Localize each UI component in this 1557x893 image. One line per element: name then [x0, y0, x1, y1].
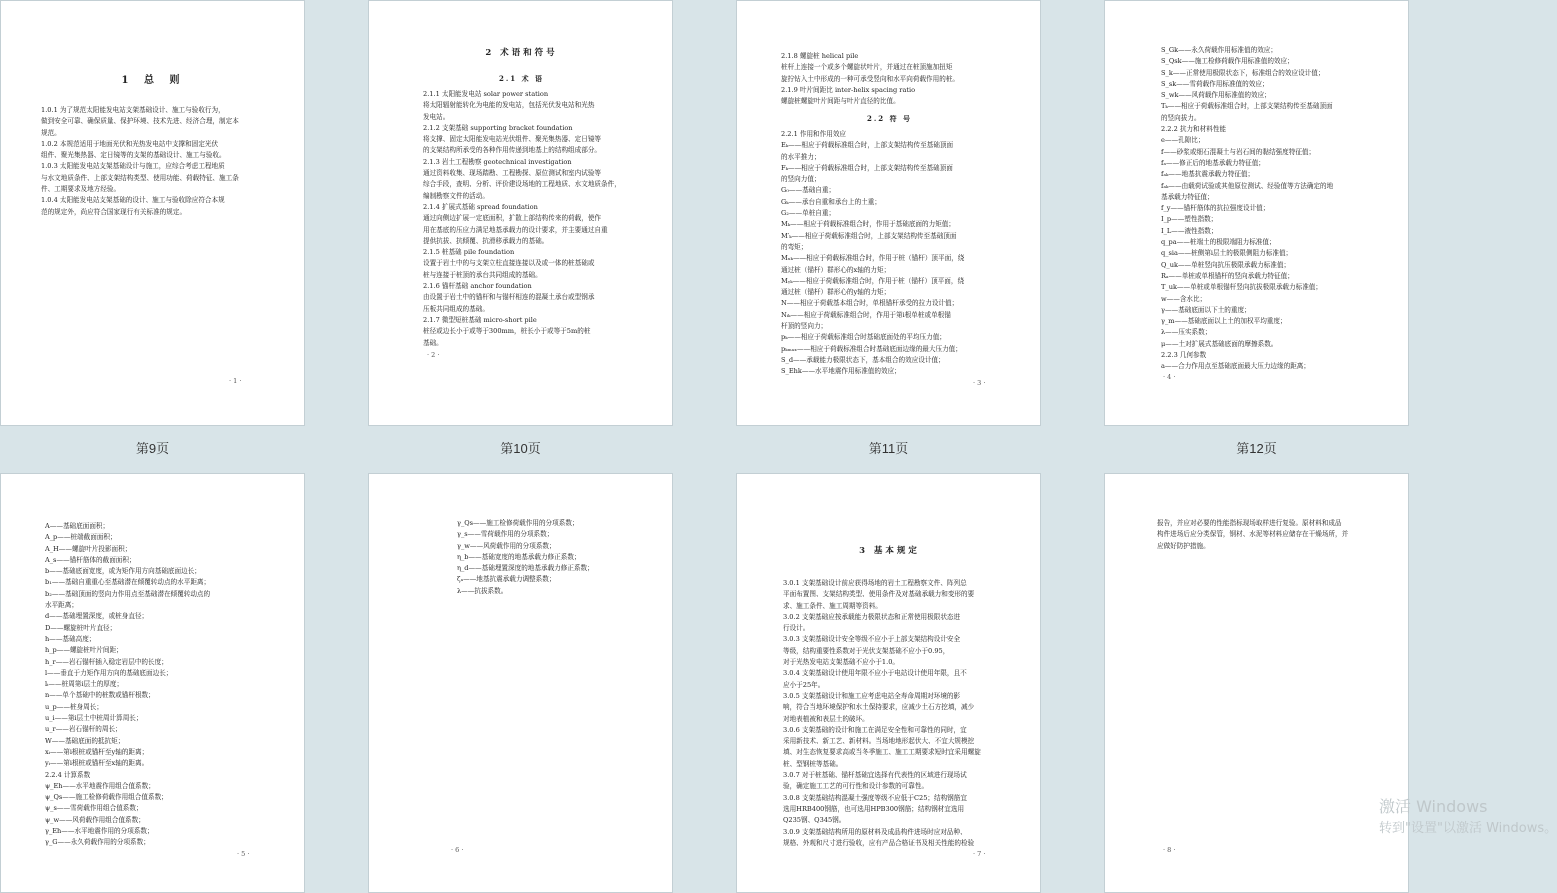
text-line: 应小于25年。 — [783, 680, 825, 689]
text-line: 旋拧钻入土中形成的一种可承受竖向和水平向荷载作用的桩。 — [781, 74, 960, 83]
text-line: A_p——桩端截面面积； — [45, 533, 117, 542]
document-page-11[interactable] — [736, 0, 1041, 426]
document-page-15[interactable] — [736, 473, 1041, 893]
text-line: 应做好防护措施。 — [1157, 541, 1210, 550]
text-line: μ——土对扩展式基础底面的摩擦系数。 — [1161, 339, 1278, 348]
text-line: η_d——基础埋置深度的地基承载力修正系数； — [457, 564, 594, 573]
text-line: A——基础底面面积； — [45, 522, 110, 530]
text-line: 的水平推力； — [781, 152, 821, 161]
text-line: 提供抗拔、抗倾覆、抗滑移承载力的基础。 — [423, 236, 549, 245]
text-line: d——基础埋置深度，或桩身直径； — [45, 612, 149, 621]
text-line: b₁——基础自重重心至基础潜在倾覆转动点的水平距离； — [45, 578, 211, 587]
text-line: 由设置于岩土中的锚杆和与锚杆相连的混凝土承台或型钢承 — [423, 293, 595, 302]
text-line: 2.1.2 支架基础 supporting bracket foundation — [423, 123, 573, 132]
text-line: n——单个基础中的桩数或锚杆根数； — [45, 691, 155, 700]
text-line: 2.1.7 微型短桩基础 micro-short pile — [423, 315, 537, 324]
text-line: 螺旋桩螺旋叶片间距与叶片直径的比值。 — [781, 97, 900, 106]
text-line: 对地表植被和表层土的破坏。 — [783, 714, 869, 723]
text-line: xᵢ——第i根桩或锚杆至y轴的距离； — [45, 747, 149, 756]
text-line: 平面布置图、支架结构类型、使用条件及对基础承载力和变形的要 — [783, 590, 975, 599]
text-line: 规格、外观和尺寸进行验收，应有产品合格证书及相关性能的检验 — [783, 838, 975, 847]
text-line: 3.0.1 支架基础设计前应获得场地的岩土工程勘察文件、阵列总 — [783, 579, 967, 587]
text-line: 的支架结构所承受的各种作用传递到地基上的结构组成部分。 — [423, 146, 602, 155]
chapter-title: 2 术语和符号 — [485, 48, 558, 58]
text-line: 1.0.4 太阳能发电站支架基础的设计、施工与验收除应符合本规 — [41, 196, 225, 205]
text-line: γ_G——永久荷载作用的分项系数； — [45, 838, 150, 847]
text-line: pₖₘₐₓ——相应于荷载标准组合时基础底面边缘的最大压力值； — [781, 344, 962, 353]
text-line: 桩杆上连接一个或多个螺旋状叶片，并通过在桩顶施加扭矩 — [781, 63, 953, 72]
text-line: 桩与连接于桩顶的承台共同组成的基础。 — [423, 270, 542, 279]
text-line: 杆顶的竖向力； — [781, 322, 828, 331]
text-line: 2.1.3 岩土工程勘察 geotechnical investigation — [423, 157, 572, 166]
document-page-14[interactable] — [368, 473, 673, 893]
text-line: pₖ——相应于荷载标准组合时基础底面处的平均压力值； — [781, 333, 946, 342]
page-caption-10: 第10页 — [500, 441, 541, 456]
page-number: · 2 · — [427, 351, 440, 359]
windows-activation-watermark — [1379, 796, 1557, 840]
text-line: Q235钢、Q345钢。 — [783, 816, 846, 825]
page-text — [45, 521, 270, 849]
text-line: ζₐ——地基抗震承载力调整系数； — [457, 575, 556, 584]
text-line: 采用新技术、新工艺、新材料。当场地地形起伏大、不宜大规模挖 — [783, 737, 975, 746]
text-line: f——砂浆或细石混凝土与岩石间的黏结强度特征值； — [1161, 147, 1316, 156]
text-line: 水平距离； — [45, 601, 78, 610]
document-page-10[interactable] — [368, 0, 673, 426]
text-line: S_Gk——永久荷载作用标准值的效应； — [1161, 46, 1277, 54]
text-line: 2.2.4 计算系数 — [45, 770, 91, 779]
text-line: ψ_w——风荷载作用组合值系数； — [45, 815, 145, 824]
page-text — [457, 518, 637, 597]
page-text — [1157, 518, 1382, 552]
text-line: 发电站。 — [423, 112, 450, 121]
text-line: γ_w——风荷载作用的分项系数； — [457, 541, 556, 550]
text-line: 3.0.4 支架基础设计使用年限不应小于电站设计使用年限，且不 — [783, 669, 967, 678]
text-line: 2.1.4 扩展式基础 spread foundation — [423, 202, 538, 211]
text-line: 组件、聚光集热器、定日镜等的支架的基础设计、施工与验收。 — [41, 151, 226, 160]
document-page-12[interactable] — [1104, 0, 1409, 426]
text-line: Eₖ——相应于荷载标准组合时，上部支架结构传至基础顶面 — [781, 141, 954, 150]
text-line: lᵢ——桩周第i层土的厚度； — [45, 680, 124, 689]
text-line: 范的规定外，尚应符合国家现行有关标准的规定。 — [41, 207, 187, 216]
text-line: γ_m——基础底面以上土的加权平均重度； — [1161, 317, 1287, 326]
text-line: λ——压实系数； — [1161, 328, 1212, 337]
text-line: l——垂直于力矩作用方向的基础底面边长； — [45, 668, 173, 677]
page-caption-11: 第11页 — [868, 441, 909, 456]
text-line: D——螺旋桩叶片直径； — [45, 623, 117, 632]
text-line: 设置于岩土中的与支架立柱直接连接以及或一体的桩基础或 — [423, 259, 595, 268]
text-line: 验，确定施工工艺的可行性和设计参数的可靠性。 — [783, 782, 929, 791]
text-line: ψ_Eh——水平地震作用组合值系数； — [45, 781, 155, 790]
text-line: W——基础底面的抵抗矩； — [45, 736, 125, 745]
watermark-line-2: 转到"设置"以激活 Windows。 — [1379, 821, 1557, 836]
text-line: 2.1.5 桩基础 pile foundation — [423, 248, 515, 257]
watermark-line-1: 激活 Windows — [1379, 797, 1488, 816]
text-line: b₂——基础顶面的竖向力作用点至基础潜在倾覆转动点的 — [45, 589, 211, 598]
text-line: T_uk——单桩或单根锚杆竖向抗拔极限承载力标准值； — [1161, 283, 1322, 292]
text-line: Fₖ——相应于荷载标准组合时，上部支架结构传至基础顶面 — [781, 163, 953, 172]
page-caption-9: 第9页 — [135, 441, 170, 456]
text-line: 1.0.1 为了规范太阳能发电站支架基础设计、施工与验收行为， — [41, 106, 225, 114]
text-line: 对于光热发电站支架基础不应小于1.0。 — [783, 658, 899, 667]
text-line: γ_Eh——水平地震作用的分项系数； — [45, 827, 154, 836]
section-title: 2.2 符 号 — [866, 114, 913, 123]
text-line: 用在基底的压应力满足地基承载力的设计要求，并主要通过自重 — [423, 225, 608, 234]
text-line: 将太阳辐射能转化为电能的发电站，包括光伏发电站和光热 — [423, 101, 595, 110]
text-line: 选用HRB400钢筋，也可选用HPB300钢筋；结构钢材宜选用 — [783, 804, 965, 813]
text-line: I_p——塑性指数； — [1161, 215, 1218, 224]
text-line: 3.0.9 支架基础结构所用的原材料及成品构件进场时应对品种、 — [783, 827, 967, 836]
page-text — [41, 105, 266, 218]
text-line: 做到安全可靠、确保质量、保护环境、技术先进、经济合理，制定本 — [41, 117, 239, 126]
page-text — [423, 89, 638, 349]
text-line: N——相应于荷载基本组合时，单根锚杆承受的拉力设计值； — [781, 299, 959, 308]
text-line: u_p——桩身周长； — [45, 702, 103, 711]
text-line: G₂——单桩自重； — [781, 209, 836, 218]
text-line: h_r——岩石锚杆插入稳定岩层中的长度； — [45, 657, 168, 666]
text-line: λ——抗拔系数。 — [457, 586, 508, 595]
text-line: 2.2.1 作用和作用效应 — [781, 130, 847, 138]
text-line: 将支撑、固定太阳能发电站光伏组件、聚光集热器、定日镜等 — [423, 135, 602, 144]
text-line: 2.1.1 太阳能发电站 solar power station — [423, 90, 549, 98]
text-line: 基承载力特征值； — [1161, 192, 1214, 201]
text-line: 2.1.8 螺旋桩 helical pile — [781, 52, 859, 60]
text-line: γ_Qs——施工检修荷载作用的分项系数； — [457, 519, 579, 527]
page-number: · 3 · — [973, 379, 986, 387]
section-title: 2.1 术 语 — [498, 74, 545, 83]
text-line: 基础。 — [423, 338, 443, 347]
text-line: f_y——锚杆筋体的抗拉强度设计值； — [1161, 204, 1270, 213]
text-line: 报告，并应对必要的性能指标现场取样进行复验。原材料和成品 — [1157, 519, 1342, 527]
text-line: 综合手段，查明、分析、评价建设场地的工程地质、水文地质条件， — [423, 180, 621, 189]
text-line: γ_s——雪荷载作用的分项系数； — [457, 530, 554, 539]
text-line: A_s——锚杆筋体的截面面积； — [45, 555, 136, 564]
text-line: Gₖ——承台自重和承台上的土重； — [781, 197, 881, 206]
text-line: 通过向侧边扩展一定底面积，扩散上部结构传来的荷载，使作 — [423, 214, 602, 223]
text-line: 2.2.3 几何参数 — [1161, 351, 1207, 360]
text-line: a——合力作用点至基础底面最大压力边缘的距离； — [1161, 362, 1310, 371]
text-line: 行设计。 — [783, 624, 810, 633]
text-line: 2.1.6 锚杆基础 anchor foundation — [423, 282, 532, 291]
text-line: 3.0.6 支架基础的设计和施工在满足安全性和可靠性的同时，宜 — [783, 725, 967, 734]
text-line: M′ₖ——相应于荷载标准组合时，上部支架结构传至基础顶面 — [781, 231, 957, 240]
text-line: h——基础高度； — [45, 634, 96, 643]
text-line: 编制勘察文件的活动。 — [423, 191, 489, 200]
text-line: 通过资料收集、现场踏勘、工程勘探、原位测试和室内试验等 — [423, 169, 602, 178]
text-line: 等级，结构重要性系数对于光伏支架基础不应小于0.95， — [783, 646, 950, 655]
text-line: ψ_s——雪荷载作用组合值系数； — [45, 804, 143, 813]
page-number: · 4 · — [1163, 373, 1176, 381]
text-line: yᵢ——第i根桩或锚杆至x轴的距离。 — [45, 759, 149, 768]
text-line: 桩径或边长小于或等于300mm，桩长小于或等于5m的桩 — [423, 327, 591, 336]
text-line: 3.0.5 支架基础设计和施工应考虑电站全寿命周期对环境的影 — [783, 691, 961, 700]
text-line: 与水文地质条件、上部支架结构类型、使用功能、荷载特征、施工条 — [41, 173, 239, 182]
text-line: 3.0.2 支架基础应按承载能力极限状态和正常使用极限状态进 — [783, 612, 961, 621]
text-line: ψ_Qs——施工检修荷载作用组合值系数； — [45, 793, 168, 802]
chapter-title: 3 基本规定 — [859, 546, 920, 556]
page-number: · 6 · — [451, 846, 464, 854]
text-line: 1.0.3 太阳能发电站支架基础设计与施工，应综合考虑工程地质 — [41, 162, 225, 171]
text-line: e——孔隙比； — [1161, 136, 1205, 145]
document-page-13[interactable] — [0, 473, 305, 893]
text-line: S_Qsk——施工检修荷载作用标准值的效应； — [1161, 57, 1294, 66]
text-line: w——含水比； — [1161, 294, 1207, 303]
document-page-9[interactable] — [0, 0, 305, 426]
text-line: 求、施工条件、施工周期等资料。 — [783, 601, 882, 610]
text-line: 响，符合当地环境保护和水土保持要求，应减少土石方挖填，减少 — [783, 703, 975, 712]
page-text — [781, 129, 1001, 378]
text-line: S_k——正常使用极限状态下，标准组合的效应设计值； — [1161, 68, 1325, 77]
text-line: 规范。 — [41, 128, 61, 137]
page-number: · 8 · — [1163, 846, 1176, 854]
text-line: Nᵢₖ——相应于荷载标准组合时，作用于第i根单桩或单根锚 — [781, 310, 951, 319]
text-line: S_Ehk——水平地震作用标准值的效应； — [781, 367, 901, 376]
text-line: S_sk——雪荷载作用标准值的效应； — [1161, 79, 1269, 88]
text-line: Rₐ——单桩或单根锚杆的竖向承载力特征值； — [1161, 271, 1294, 280]
text-line: 1.0.2 本规范适用于地面光伏和光热发电站中支撑和固定光伏 — [41, 139, 219, 148]
text-line: 3.0.8 支架基础结构混凝土强度等级不应低于C25；结构钢筋宜 — [783, 793, 967, 802]
text-line: q_sia——桩侧第i层土的极限侧阻力标准值； — [1161, 249, 1293, 258]
text-line: 通过桩（锚杆）群形心的y轴的力矩； — [781, 288, 891, 297]
text-line: 压板共同组成的基础。 — [423, 304, 489, 313]
text-line: γ——基础底面以下土的重度； — [1161, 305, 1251, 314]
text-line: A_H——螺旋叶片投影面积； — [45, 544, 132, 553]
text-line: Tₖ——相应于荷载标准组合时，上部支架结构传至基础顶面 — [1161, 102, 1333, 111]
text-line: fₐ——修正后的地基承载力特征值； — [1161, 158, 1265, 167]
page-text — [783, 578, 1005, 849]
text-line: 的竖向力值； — [781, 175, 821, 184]
text-line: b——基础底面宽度，或为矩作用方向基础底面边长； — [45, 567, 201, 576]
text-line: S_d——承载能力极限状态下，基本组合的效应设计值； — [781, 355, 945, 364]
text-line: G₀——基础自重； — [781, 186, 836, 195]
text-line: 通过桩（锚杆）群形心的x轴的力矩； — [781, 265, 891, 274]
text-line: 构件进场后应分类保管，钢材、水泥等材料应储存在干燥场所，并 — [1157, 530, 1349, 539]
page-caption-12: 第12页 — [1236, 441, 1277, 456]
text-line: 2.1.9 叶片间距比 inter-helix spacing ratio — [781, 85, 916, 94]
page-number: · 7 · — [973, 850, 986, 858]
text-line: 件、工期要求及地方经验。 — [41, 185, 121, 194]
page-number: · 5 · — [237, 850, 250, 858]
page-number: · 1 · — [229, 377, 242, 385]
text-line: 桩、型钢桩等基础。 — [783, 759, 843, 768]
text-line: 2.2.2 抗力和材料性能 — [1161, 125, 1227, 134]
text-line: Mₓₖ——相应于荷载标准组合时，作用于桩（锚杆）顶平面，绕 — [781, 254, 965, 263]
text-line: 的竖向拔力。 — [1161, 113, 1201, 122]
text-line: q_pa——桩端土的极限端阻力标准值； — [1161, 238, 1276, 247]
text-line: 3.0.7 对于桩基础、锚杆基础宜选择有代表性的区域进行现场试 — [783, 771, 967, 780]
text-line: fₐₖ——由载荷试验或其他原位测试、经验值等方法确定的地 — [1161, 181, 1334, 190]
text-line: Mᵧₖ——相应于荷载标准组合时，作用于桩（锚杆）顶平面，绕 — [781, 276, 965, 285]
text-line: u_i——第i层土中桩周计算周长； — [45, 714, 143, 723]
text-line: fₐₖ——地基抗震承载力特征值； — [1161, 170, 1255, 179]
text-line: Mₖ——相应于荷载标准组合时，作用于基础底面的力矩值； — [781, 220, 955, 229]
text-line: h_p——螺旋桩叶片间距； — [45, 646, 123, 655]
text-line: S_wk——风荷载作用标准值的效应； — [1161, 91, 1271, 100]
text-line: Q_uk——单桩竖向抗压极限承载力标准值； — [1161, 260, 1291, 269]
text-line: u_r——岩石锚杆的周长； — [45, 725, 122, 734]
text-line: I_L——液性指数； — [1161, 226, 1218, 235]
page-text — [1161, 45, 1386, 373]
text-line: η_b——基础宽度的地基承载力修正系数； — [457, 552, 581, 561]
text-line: 3.0.3 支架基础设计安全等级不应小于上部支架结构设计安全 — [783, 635, 961, 644]
chapter-title: 1 总 则 — [121, 75, 186, 86]
text-line: 的弯矩； — [781, 242, 808, 251]
text-line: 填、对生态恢复要求高或当冬季施工、施工工期要求短时宜采用螺旋 — [783, 748, 981, 757]
page-text-top — [781, 51, 1001, 107]
